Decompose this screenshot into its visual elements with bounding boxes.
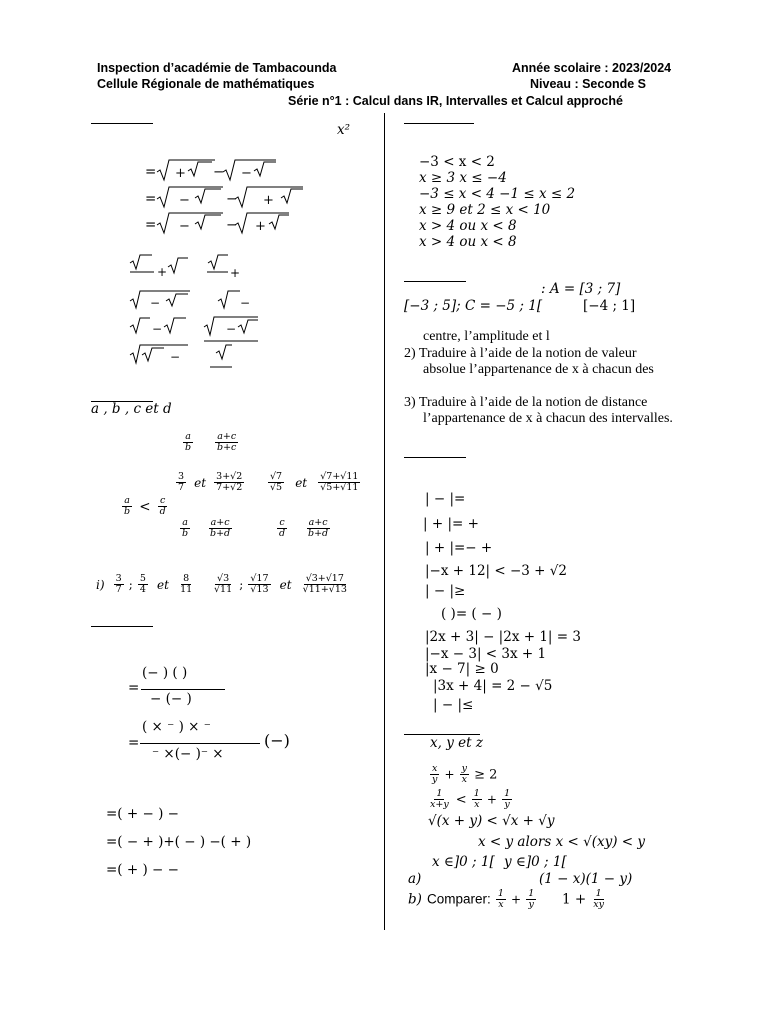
frac-a-over-b: $\frac{a}{b}$ (185, 431, 192, 453)
q3-line-2: l’appartenance de x à chacun des intervalles. (423, 411, 673, 426)
abs-ineq-4: |−x + 12| < −3 + √2 (425, 563, 567, 579)
sqrt-line-2-minus: − (226, 191, 238, 207)
set-B-C: [−3 ; 5]; C = −5 ; 1[ (404, 298, 543, 314)
expr-b-denominator: ⁻ ×(− )⁻ × (152, 746, 224, 762)
abs-ineq-5: | − |≥ (425, 583, 466, 599)
header-annee: Année scolaire : 2023/2024 (512, 61, 672, 75)
abs-ineq-11: | − |≤ (433, 697, 474, 713)
expr-b-fraction-bar (140, 743, 260, 744)
expr-reciprocal-ineq: $\frac{1}{x+y}$ < $\frac{1}{x}$ + $\frac{1}{y}$ (430, 788, 511, 810)
row3-frac-1: $\frac{a}{b}$ (182, 517, 189, 539)
part-a-expression: (1 − x)(1 − y) (539, 871, 633, 887)
abs-eq-7: |2x + 3| − |2x + 1| = 3 (425, 629, 581, 645)
expr-a-fraction-bar (141, 689, 225, 690)
expr-b-eq: = (128, 735, 140, 751)
set-D: [−4 ; 1] (583, 298, 636, 314)
expr-b-numerator: ( × ⁻ ) × ⁻ (142, 719, 211, 735)
svg-text:−: − (226, 322, 237, 336)
part-b-rhs: 1 + $\frac{1}{xy}$ (562, 888, 605, 910)
part-b-compare: b) Comparer: $\frac{1}{x}$ + $\frac{1}{y}$ (408, 888, 535, 910)
svg-text:−: − (241, 166, 252, 181)
inequality-ab-cd: $\frac{a}{b}$ < $\frac{c}{d}$ (124, 495, 166, 517)
sqrt-line-3-eq: = (145, 217, 157, 233)
q1-centre-text: centre, l’amplitude et l (423, 329, 550, 344)
svg-text:+: + (230, 266, 241, 280)
expr-sqrt-sum: √(x + y) < √x + √y (428, 813, 555, 829)
expr-c-line-1: =( + − ) − (106, 806, 179, 822)
svg-text:−: − (240, 296, 251, 310)
row3-frac-2: $\frac{a+c}{b+d}$ (210, 517, 231, 539)
ineq-4: x ≥ 9 et 2 ≤ x < 10 (419, 202, 551, 218)
ineq-1: −3 < x < 2 (419, 154, 495, 170)
expr-c-line-3: =( + ) − − (106, 862, 179, 878)
x-squared: x² (337, 122, 351, 138)
svg-text:−: − (179, 193, 190, 208)
exercise-3-title-rule (91, 626, 153, 627)
compare-row-2: $\frac{√7}{√5}$ et $\frac{√7+√11}{√5+√11}$ (270, 471, 359, 493)
ineq-5: x > 4 ou x < 8 (419, 218, 517, 234)
row3-frac-3: $\frac{c}{d}$ (279, 517, 286, 539)
sqrt-line-1-eq: = (145, 164, 157, 180)
sqrt-line-2-eq: = (145, 191, 157, 207)
column-divider (384, 113, 385, 930)
abs-eq-1: | − |= (425, 491, 466, 507)
abs-ineq-8: |−x − 3| < 3x + 1 (425, 646, 547, 662)
exercise-4-title-rule (404, 123, 474, 124)
svg-text:+: + (263, 193, 274, 208)
part-a-label: a) (408, 871, 422, 887)
y-interval: y ∈]0 ; 1[ (504, 854, 567, 870)
q3-line-1: 3) Traduire à l’aide de la notion de distance (404, 395, 648, 410)
abs-eq-6: ( )= ( − ) (441, 606, 502, 622)
item-i-radical-fractions: $\frac{√3}{√11}$ ; $\frac{√17}{√13}$ et $\frac{√3+√17}{√11+√13}$ (214, 573, 347, 595)
svg-text:−: − (179, 219, 190, 234)
header-cellule: Cellule Régionale de mathématiques (97, 77, 315, 91)
svg-text:+: + (175, 166, 186, 181)
sqrt-line-1-minus: − (213, 164, 225, 180)
xyz-line: x, y et z (430, 735, 483, 751)
expr-a-eq: = (128, 680, 140, 696)
q2-line-1: 2) Traduire à l’aide de la notion de valeur (404, 346, 637, 361)
variables-line: a , b , c et d (91, 401, 172, 417)
expr-c-line-2: =( − + )+( − ) −( + ) (106, 834, 252, 850)
sqrt-line-3-radicals (155, 211, 295, 239)
abs-eq-3: | + |=− + (425, 540, 493, 556)
abs-eq-2: | + |= + (423, 516, 479, 532)
svg-text:−: − (170, 350, 181, 364)
ineq-2: x ≥ 3 x ≤ −4 (419, 170, 507, 186)
svg-text:−: − (150, 296, 161, 310)
svg-text:−: − (152, 322, 163, 336)
expr-xy-sum: $\frac{x}{y}$ + $\frac{y}{x}$ ≥ 2 (432, 763, 498, 785)
radical-fractions-cluster (128, 255, 268, 375)
abs-ineq-9: |x − 7| ≥ 0 (425, 661, 499, 677)
item-i-fractions: i) $\frac{3}{7}$ ; $\frac{5}{4}$ et $\frac{8}{11}$ (96, 573, 193, 595)
exercise-6-title-rule (404, 457, 466, 458)
compare-row-1: $\frac{3}{7}$ et $\frac{3+√2}{7+√2}$ (178, 471, 243, 493)
header-serie: Série n°1 : Calcul dans IR, Intervalles et Calcul approché (288, 94, 623, 108)
exercise-1-title-rule (91, 123, 153, 124)
ineq-3: −3 ≤ x < 4 −1 ≤ x ≤ 2 (419, 186, 576, 202)
expr-a-numerator: (− ) ( ) (142, 665, 188, 681)
expr-a-denominator: − (− ) (150, 691, 192, 707)
svg-text:+: + (255, 219, 266, 234)
frac-apc-over-bpc: $\frac{a+c}{b+c}$ (217, 431, 237, 453)
x-interval: x ∈]0 ; 1[ (432, 854, 495, 870)
svg-text:+: + (157, 265, 168, 279)
abs-eq-10: |3x + 4| = 2 − √5 (433, 678, 553, 694)
expr-b-paren: (−) (264, 731, 290, 750)
ineq-6: x > 4 ou x < 8 (419, 234, 517, 250)
sqrt-line-3-minus: − (226, 217, 238, 233)
header-niveau: Niveau : Seconde S (530, 77, 647, 91)
set-A: : A = [3 ; 7] (541, 281, 621, 297)
exercise-5-title-rule (404, 281, 466, 282)
row3-frac-4: $\frac{a+c}{b+d}$ (308, 517, 329, 539)
expr-geometric-mean: x < y alors x < √(xy) < y (478, 834, 645, 850)
q2-line-2: absolue l’appartenance de x à chacun des (423, 362, 654, 377)
header-inspection: Inspection d’académie de Tambacounda (97, 61, 337, 75)
